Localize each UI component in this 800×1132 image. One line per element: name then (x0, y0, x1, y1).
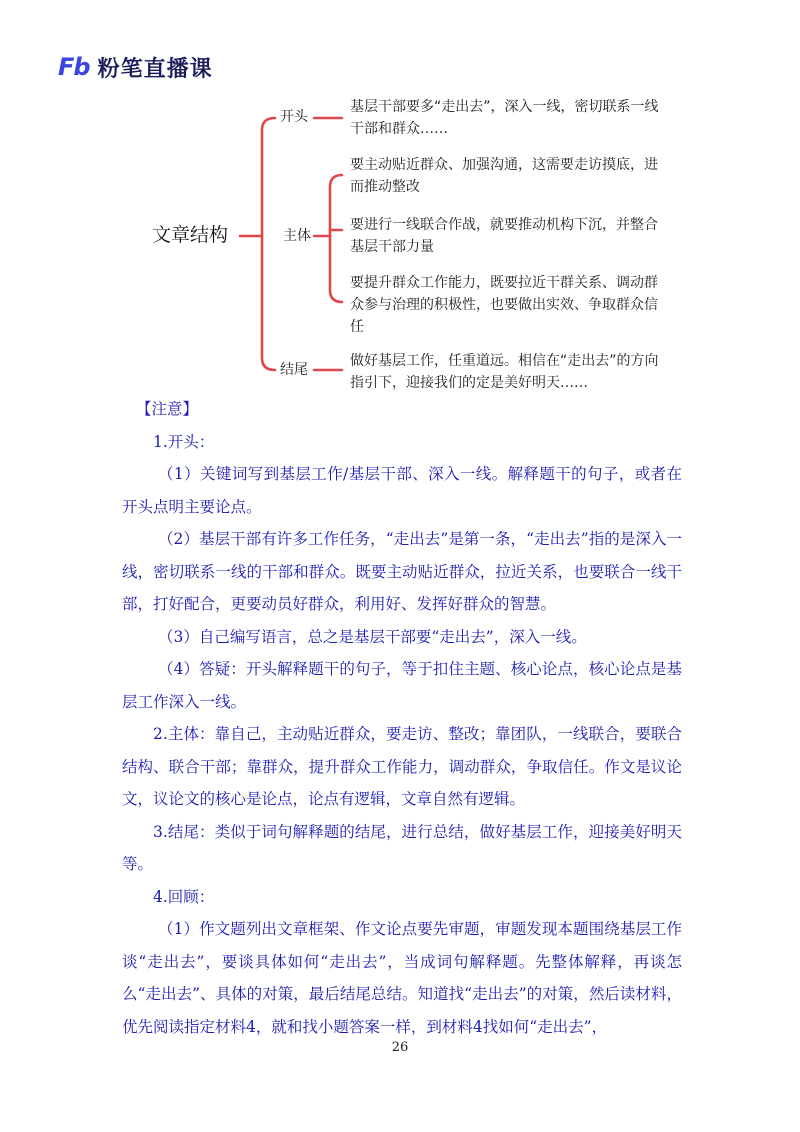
leaf-body-2: 要进行一线联合作战，就要推动机构下沉，并整合基层干部力量 (350, 217, 658, 255)
leaf-opening: 基层干部要多“走出去”，深入一线，密切联系一线干部和群众…… (350, 99, 659, 137)
notes-body (122, 393, 682, 1043)
branch-opening: 开头 (280, 109, 308, 125)
opening-point-2: （2）基层干部有许多工作任务，“走出去”是第一条，“走出去”指的是深入一线，密切联系一线的干部和群众。既要主动贴近群众，拉近关系，也要联合一线干部，打好配合，更要动员好群众，利用好、发挥好群众的智慧。 (122, 530, 682, 613)
mind-map (0, 0, 800, 400)
notes-heading: 【注意】 (136, 400, 199, 418)
section-ending: 3.结尾：类似于词句解释题的结尾，进行总结，做好基层工作，迎接美好明天等。 (122, 822, 682, 873)
section-review: 4.回顾： (153, 887, 215, 906)
review-point-1: （1）作文题列出文章框架、作文论点要先审题，审题发现本题围绕基层工作谈“走出去”，要谈具体如何“走出去”，当成词句解释题。先整体解释，再谈怎么“走出去”、具体的对策，最后结尾总结。知道找“走出去”的对策，然后读材料，优先阅读指定材料4，就和找小题答案一样，到材料4找如何“走出去”， (122, 920, 682, 1036)
mind-map-brackets (0, 0, 800, 400)
brand-name: 粉笔直播课 (97, 56, 213, 82)
section-opening: 1.开头： (153, 432, 215, 451)
fb-logo-icon: Fb (58, 53, 90, 81)
section-body: 2.主体：靠自己，主动贴近群众，要走访、整改；靠团队，一线联合，要联合结构、联合干部；靠群众，提升群众工作能力，调动群众，争取信任。作文是议论文，议论文的核心是论点，论点有逻辑，文章自然有逻辑。 (122, 725, 682, 808)
opening-point-3: （3）自己编写语言，总之是基层干部要“走出去”，深入一线。 (158, 627, 587, 646)
branch-body: 主体 (283, 228, 311, 244)
leaf-ending: 做好基层工作，任重道远。相信在“走出去”的方向指引下，迎接我们的定是美好明天…… (350, 353, 659, 391)
branch-ending: 结尾 (280, 362, 308, 378)
opening-point-4: （4）答疑：开头解释题干的句子，等于扣住主题、核心论点，核心论点是基层工作深入一线。 (122, 660, 682, 711)
mindmap-root: 文章结构 (152, 224, 229, 246)
leaf-body-1: 要主动贴近群众、加强沟通，这需要走访摸底，进而推动整改 (350, 157, 658, 195)
page-number: 26 (391, 1040, 409, 1055)
leaf-body-3: 要提升群众工作能力，既要拉近干群关系、调动群众参与治理的积极性，也要做出实效、争取群众信任 (350, 275, 658, 335)
opening-point-1: （1）关键词写到基层工作/基层干部、深入一线。解释题干的句子，或者在开头点明主要论点。 (122, 465, 682, 516)
